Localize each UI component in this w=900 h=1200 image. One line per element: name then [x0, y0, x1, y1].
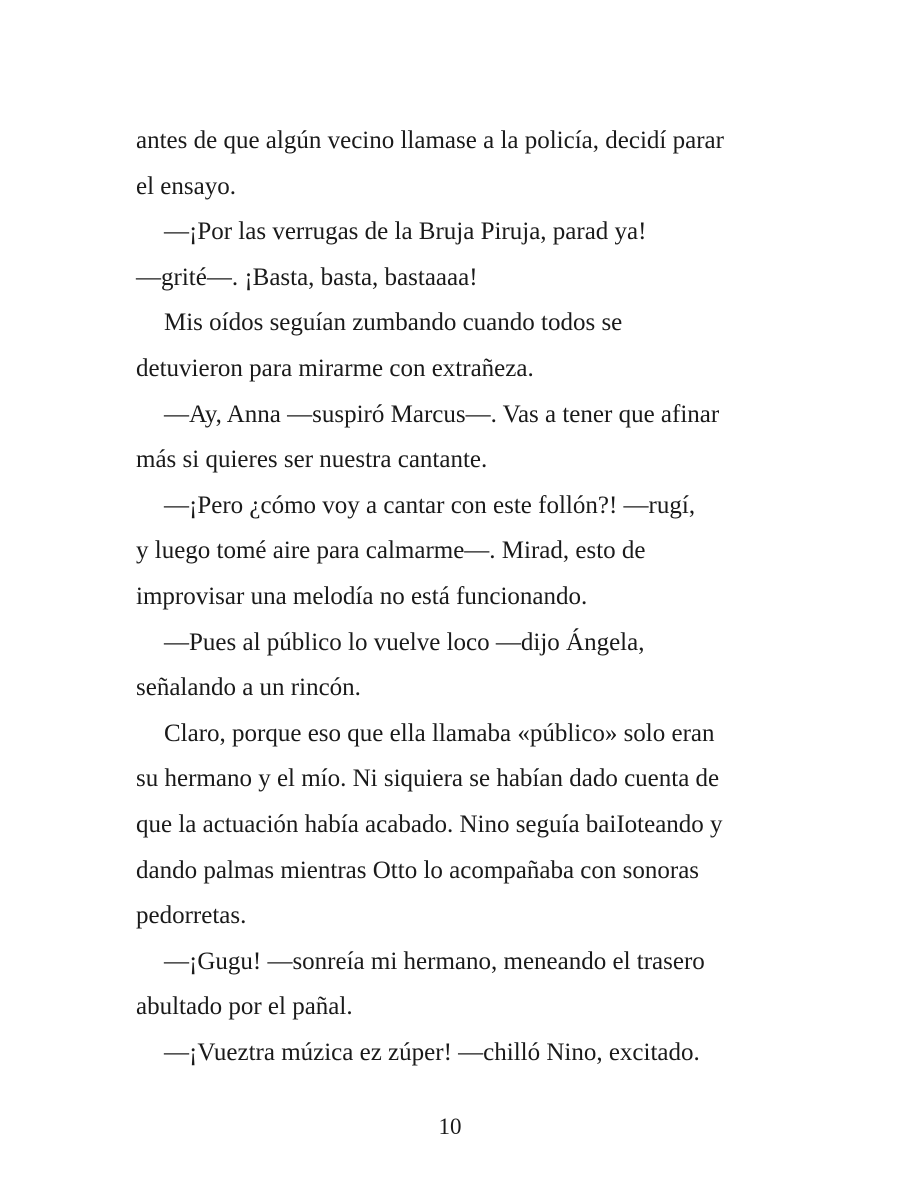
- text-line: Mis oídos seguían zumbando cuando todos se: [164, 309, 623, 337]
- body-text: [136, 118, 776, 1075]
- text-line: detuvieron para mirarme con extrañeza.: [136, 354, 534, 382]
- text-line: que la actuación había acabado. Nino seguía baiIoteando y: [136, 810, 723, 838]
- text-line: —grité—. ¡Basta, basta, bastaaaa!: [136, 263, 478, 291]
- text-line: —¡Pero ¿cómo voy a cantar con este follón?! —rugí,: [164, 491, 696, 519]
- page-number: 10: [438, 1114, 462, 1139]
- text-line: —¡Gugu! —sonreía mi hermano, meneando el trasero: [164, 947, 705, 975]
- text-line: el ensayo.: [136, 172, 236, 200]
- text-line: improvisar una melodía no está funcionando.: [136, 582, 588, 610]
- text-line: —¡Vueztra múzica ez zúper! —chilló Nino, excitado.: [164, 1038, 700, 1066]
- text-line: —¡Por las verrugas de la Bruja Piruja, parad ya!: [164, 218, 647, 246]
- text-line: pedorretas.: [136, 902, 247, 930]
- text-line: su hermano y el mío. Ni siquiera se habían dado cuenta de: [136, 765, 720, 793]
- text-line: —Ay, Anna —suspiró Marcus—. Vas a tener que afinar: [164, 400, 720, 428]
- text-line: y luego tomé aire para calmarme—. Mirad, esto de: [136, 537, 646, 565]
- text-line: —Pues al público lo vuelve loco —dijo Ángela,: [164, 628, 645, 656]
- text-line: abultado por el pañal.: [136, 993, 353, 1021]
- text-line: dando palmas mientras Otto lo acompañaba con sonoras: [136, 856, 700, 884]
- text-line: más si quieres ser nuestra cantante.: [136, 446, 488, 474]
- text-line: antes de que algún vecino llamase a la policía, decidí parar: [136, 127, 724, 154]
- text-line: señalando a un rincón.: [136, 674, 361, 702]
- text-line: Claro, porque eso que ella llamaba «público» solo eran: [164, 719, 715, 747]
